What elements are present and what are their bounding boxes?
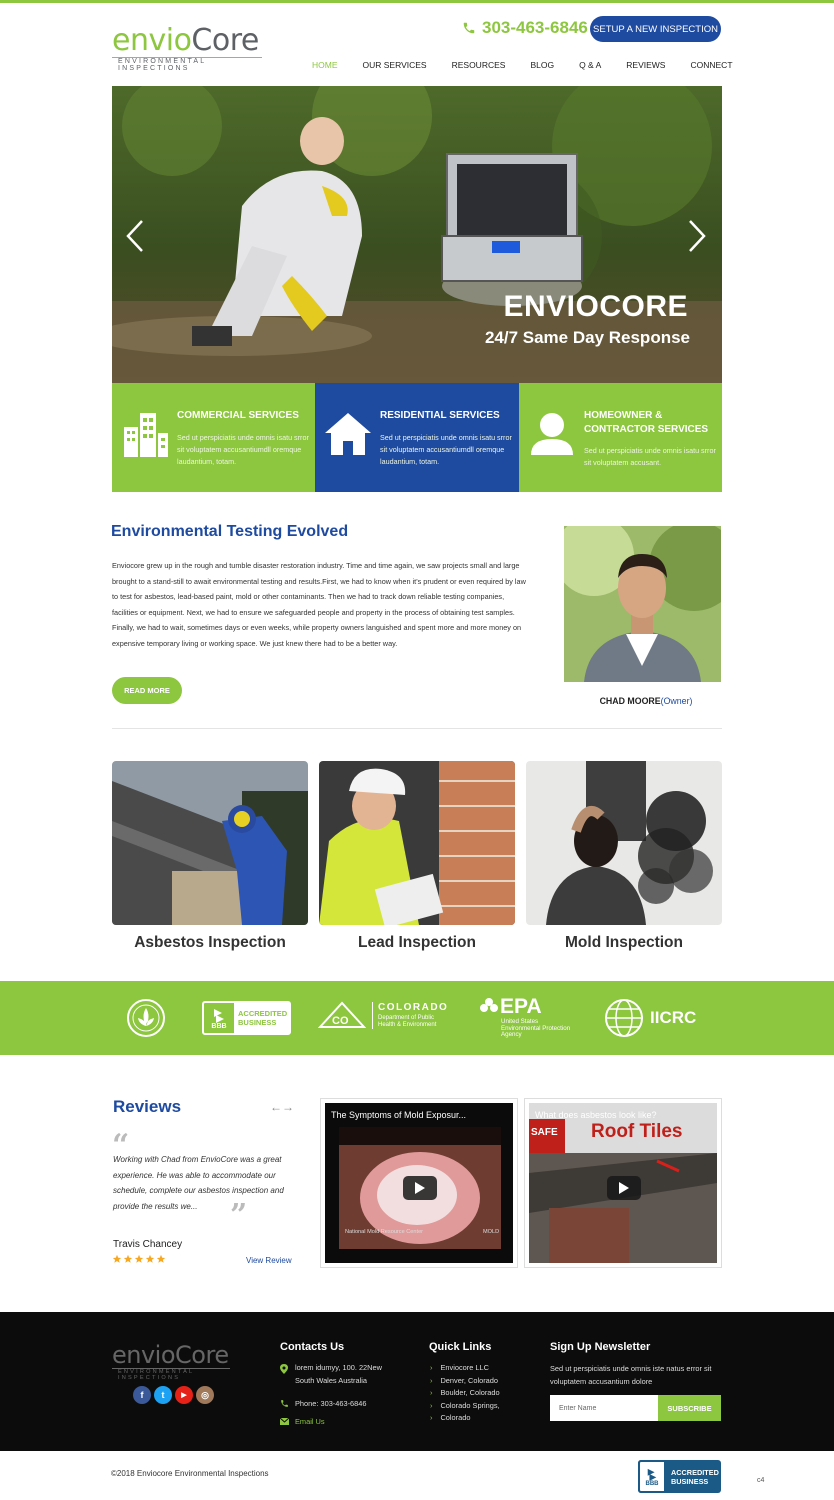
logo-tagline: ENVIRONMENTAL INSPECTIONS [112, 1368, 230, 1381]
service-desc: Sed ut perspiciatis unde omnis isatu srror sit voluptatem accusantiumdll oremque laudantium, totam. [177, 433, 309, 466]
location-pin-icon [280, 1364, 288, 1374]
inspection-card-lead[interactable] [319, 761, 515, 952]
service-boxes [112, 383, 722, 492]
svg-text:CO: CO [332, 1015, 349, 1027]
review-quote: Working with Chad from EnvioCore was a great experience. He was able to accommodate our schedule, complete our asbestos inspection and provide the results we... [113, 1155, 284, 1211]
about-title: Environmental Testing Evolved [111, 523, 349, 540]
service-desc: Sed ut perspiciatis unde omnis isatu srror sit voluptatem accusant. [584, 446, 716, 467]
colorado-cdphe-logo [318, 1001, 448, 1029]
nav-home[interactable]: HOME [312, 60, 338, 70]
nav-reviews[interactable]: REVIEWS [626, 60, 666, 70]
building-icon [120, 409, 170, 459]
twitter-icon[interactable]: t [154, 1386, 172, 1404]
page-code: c4 [757, 1477, 765, 1484]
quick-link[interactable]: › Enviocore LLC [430, 1363, 489, 1372]
newsletter-text: Sed ut perspiciatis unde omnis iste natus error sit voluptatem accusantium dolore [550, 1364, 712, 1386]
slider-prev-arrow[interactable] [124, 219, 146, 253]
email-icon [280, 1418, 289, 1425]
person-icon [527, 409, 577, 459]
bbb-footer-badge[interactable] [638, 1460, 721, 1493]
star-icon [123, 1254, 133, 1264]
star-icon [145, 1254, 155, 1264]
setup-inspection-button[interactable]: SETUP A NEW INSPECTION [590, 16, 721, 42]
epa-title: EPA [500, 995, 542, 1018]
section-divider [112, 728, 722, 729]
mold-image [526, 761, 722, 925]
header-phone[interactable] [462, 18, 588, 38]
read-more-button[interactable]: READ MORE [112, 677, 182, 704]
quick-link[interactable]: › Boulder, Colorado [430, 1388, 500, 1397]
service-title: HOMEOWNER & CONTRACTOR SERVICES [584, 410, 709, 435]
reviews-title: Reviews [113, 1097, 182, 1116]
house-icon [323, 409, 373, 459]
reviews-nav-arrows[interactable]: ←→ [270, 1100, 294, 1114]
phone-number: 303-463-6846 [482, 18, 588, 37]
video-title: The Symptoms of Mold Exposur... [331, 1110, 467, 1120]
iicrc-logo [604, 998, 696, 1038]
footer-quick-links-title: Quick Links [429, 1341, 492, 1353]
star-icon [112, 1254, 122, 1264]
star-icon [134, 1254, 144, 1264]
reviewer-name: Travis Chancey [113, 1239, 183, 1250]
inspection-label: Asbestos Inspection [134, 934, 286, 951]
footer-logo[interactable] [112, 1343, 230, 1381]
video-overlay-text: Roof Tiles [591, 1121, 683, 1142]
play-button-icon[interactable] [403, 1176, 437, 1200]
nav-our-services[interactable]: OUR SERVICES [362, 60, 427, 70]
star-icon [156, 1254, 166, 1264]
owner-name: CHAD MOORE(Owner) [599, 696, 693, 706]
owner-role: (Owner) [660, 696, 693, 706]
bbb-logo-icon: BBB [638, 1460, 666, 1493]
service-title: COMMERCIAL SERVICES [177, 410, 299, 421]
quick-link[interactable]: › Colorado [430, 1413, 470, 1422]
subscribe-button[interactable]: SUBSCRIBE [658, 1395, 721, 1421]
youtube-icon[interactable]: ▶ [175, 1386, 193, 1404]
phone-icon [280, 1399, 289, 1408]
inspection-card-mold[interactable] [526, 761, 722, 952]
video-asbestos[interactable] [524, 1098, 722, 1268]
newsletter-title: Sign Up Newsletter [550, 1341, 651, 1353]
video-caption: MOLD [483, 1229, 500, 1235]
logo[interactable] [112, 23, 284, 72]
green-seal-icon [124, 998, 168, 1038]
video-mold-symptoms[interactable] [320, 1098, 518, 1268]
service-residential[interactable] [315, 383, 519, 492]
hero-subtitle: 24/7 Same Day Response [484, 328, 690, 347]
about-body: Enviocore grew up in the rough and tumble disaster restoration industry. Time and time again, we saw projects small and large brought to a stand-still to await environmental testing and results.First, we had to know when it's prudent or even required by law to test for asbestos, lead-based paint, mold or other contaminants. Then we had to track down reliable testing companies, facilities or equipment. Next, we had to ensure we safeguarded people and property in the process of obtaining test samples. Finally, we had to wait, sometimes days or even weeks, while property owners languished and spent more and more money on expensive temporary living or working space. We just knew there had to be a better way. [112, 561, 526, 648]
nav-connect[interactable]: CONNECT [690, 60, 733, 70]
slider-next-arrow[interactable] [686, 219, 708, 253]
open-quote-icon: “ [112, 1128, 130, 1163]
footer-email-link[interactable]: Email Us [295, 1417, 325, 1426]
service-desc: Sed ut perspiciatis unde omnis isatu srror sit voluptatem accusantiumdll oremque laudantium, totam. [380, 433, 512, 466]
nav-resources[interactable]: RESOURCES [451, 60, 506, 70]
colorado-sub: Department of Public [378, 1014, 435, 1021]
logo-wordmark: envioCore [112, 23, 259, 58]
phone-icon [462, 21, 476, 35]
quick-link[interactable]: › Denver, Colorado [430, 1376, 498, 1385]
newsletter-name-input[interactable]: Enter Name [550, 1395, 658, 1421]
inspection-card-asbestos[interactable] [112, 761, 308, 952]
nav-blog[interactable]: BLOG [530, 60, 555, 70]
video-title: What does asbestos look like? [535, 1110, 657, 1120]
rating-stars [112, 1254, 166, 1264]
iicrc-title: IICRC [650, 1008, 697, 1027]
play-button-icon[interactable] [607, 1176, 641, 1200]
top-accent-bar [0, 0, 834, 3]
co-triangle-icon [318, 1001, 366, 1029]
main-nav [312, 60, 733, 70]
hero-slider [112, 86, 722, 383]
logo-tagline: ENVIRONMENTAL INSPECTIONS [112, 57, 262, 72]
service-title: RESIDENTIAL SERVICES [380, 410, 500, 421]
globe-icon [604, 998, 644, 1038]
instagram-icon[interactable]: ◎ [196, 1386, 214, 1404]
quick-link[interactable]: › Colorado Springs, [430, 1401, 500, 1410]
video-caption: National Mold Resource Center [345, 1229, 424, 1235]
view-review-link[interactable]: View Review [246, 1256, 292, 1265]
nav-qa[interactable]: Q & A [579, 60, 602, 70]
bbb-logo-icon: BBB [204, 1003, 234, 1033]
inspection-label: Mold Inspection [565, 934, 683, 951]
footer-phone[interactable]: Phone: 303-463-6846 [295, 1399, 367, 1408]
footer-contacts-title: Contacts Us [280, 1341, 345, 1353]
logo-wordmark: envioCore [112, 1341, 229, 1369]
hero-title: ENVIOCORE [503, 290, 688, 323]
owner-photo [564, 526, 721, 682]
service-commercial[interactable] [112, 383, 315, 492]
video-overlay-tag: SAFE [531, 1127, 558, 1138]
certifications-strip [0, 981, 834, 1055]
bbb-text-2: BUSINESS [238, 1018, 277, 1027]
copyright: ©2018 Enviocore Environmental Inspections [111, 1469, 269, 1478]
service-homeowner[interactable] [519, 383, 722, 492]
footer-address: lorem idumyy, 100. 22New South Wales Australia [295, 1363, 382, 1385]
colorado-sub: Health & Environment [378, 1021, 437, 1028]
facebook-icon[interactable]: f [133, 1386, 151, 1404]
bbb-badge-text: BUSINESS [671, 1476, 709, 1486]
asbestos-image [112, 761, 308, 925]
bbb-text-1: ACCREDITED [238, 1009, 288, 1018]
bbb-accredited-badge [202, 1001, 291, 1035]
inspection-label: Lead Inspection [358, 934, 476, 951]
close-quote-icon: ” [230, 1198, 248, 1233]
epa-flower-icon [480, 997, 498, 1017]
lead-image [319, 761, 515, 925]
bbb-badge-text: ACCREDITED [671, 1467, 719, 1477]
colorado-title: COLORADO [378, 1001, 449, 1013]
epa-logo: EPA United States Environmental Protection Agency [480, 995, 570, 1039]
